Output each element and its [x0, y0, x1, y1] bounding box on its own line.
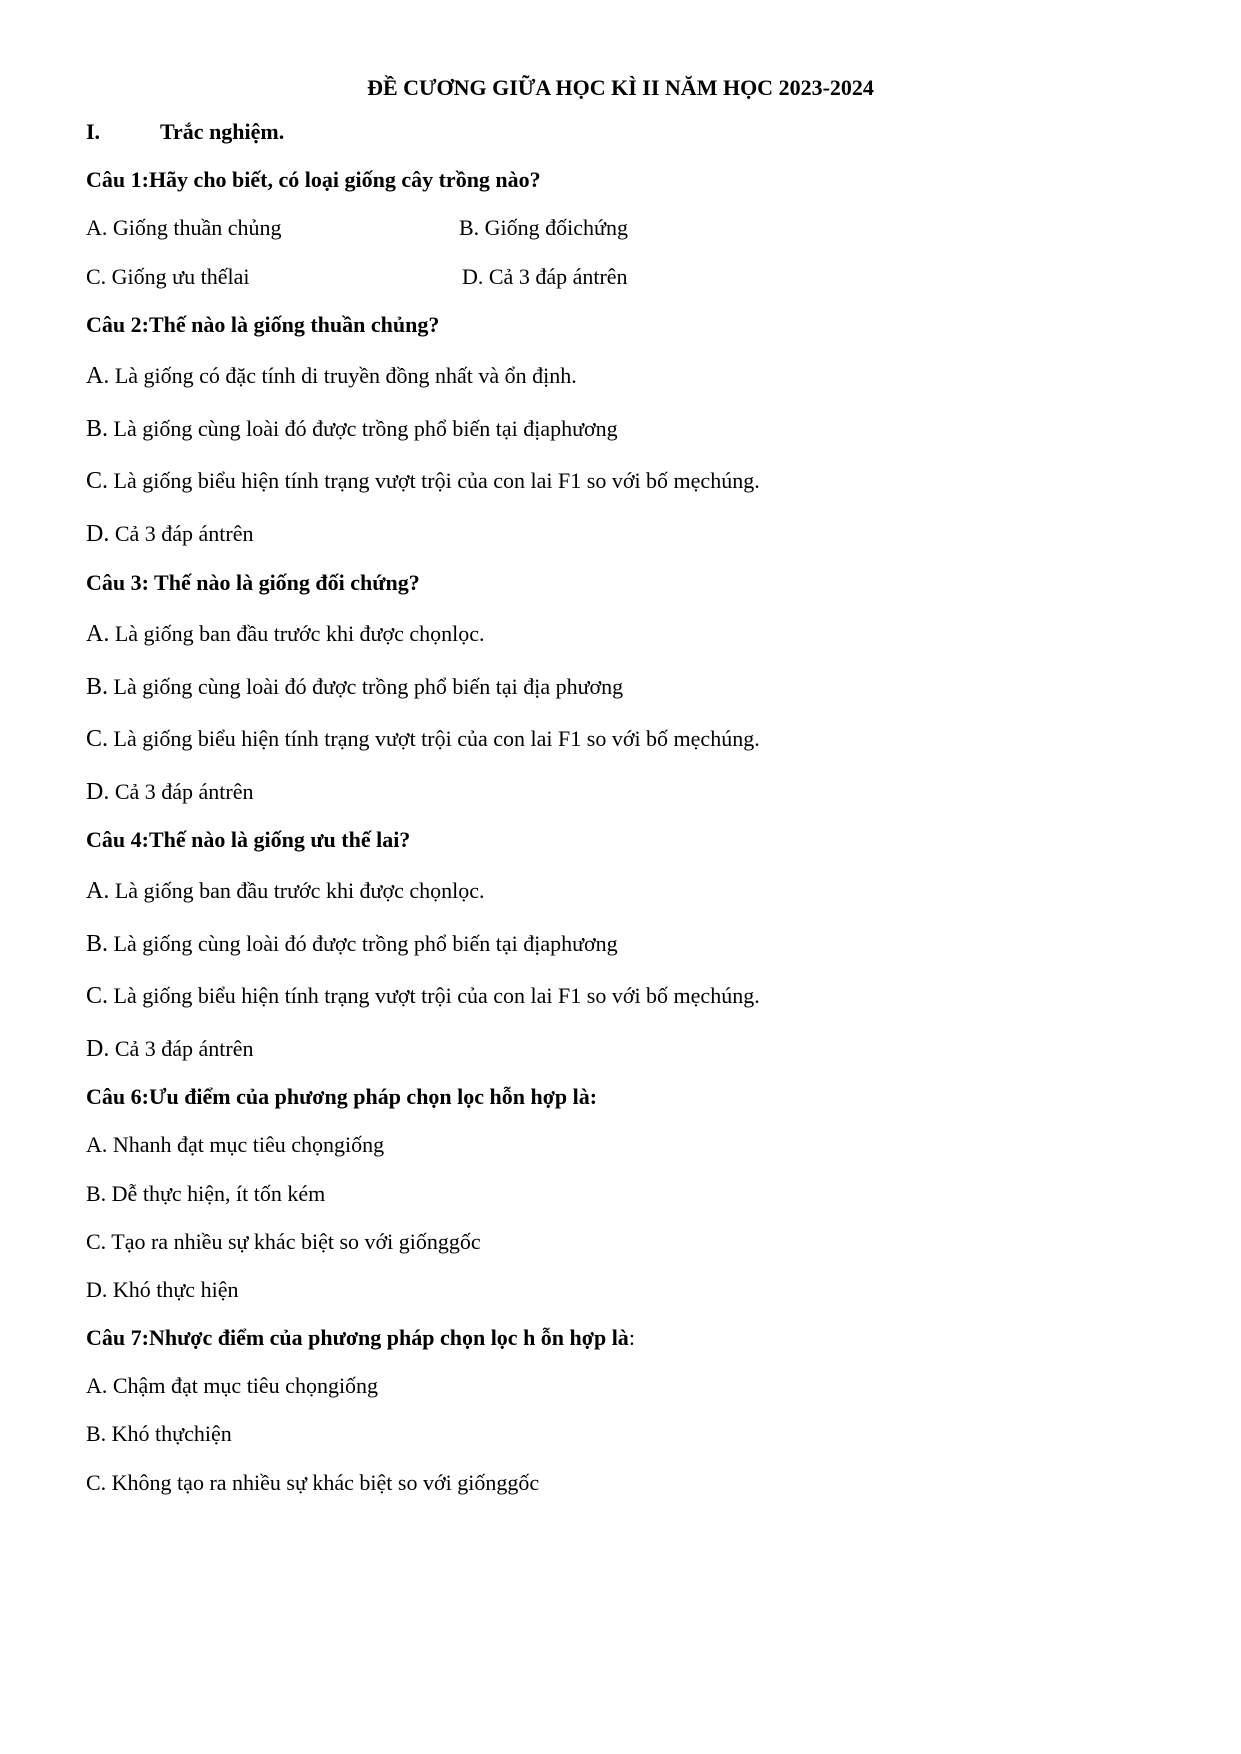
q2-option-b: B. Là giống cùng loài đó được trồng phổ biến tại địaphương	[86, 416, 618, 442]
q6-option-a: A. Nhanh đạt mục tiêu chọngiống	[86, 1132, 385, 1157]
q3-option-d: D. Cả 3 đáp ántrên	[86, 779, 254, 805]
document-title: ĐỀ CƯƠNG GIỮA HỌC KÌ II NĂM HỌC 2023-2024	[367, 75, 874, 100]
section-label: Trắc nghiệm.	[160, 119, 285, 144]
q1-option-b: B. Giống đốichứng	[459, 215, 628, 240]
q6-option-d: D. Khó thực hiện	[86, 1277, 239, 1302]
q1-option-c: C. Giống ưu thếlai	[86, 264, 250, 289]
q3-option-b: B. Là giống cùng loài đó được trồng phổ biến tại địa phương	[86, 674, 624, 700]
q4-option-c: C. Là giống biểu hiện tính trạng vượt trội của con lai F1 so với bố mẹchúng.	[86, 983, 760, 1009]
q2-option-c: C. Là giống biểu hiện tính trạng vượt trội của con lai F1 so với bố mẹchúng.	[86, 468, 760, 494]
q2-option-a: A. Là giống có đặc tính di truyền đồng nhất và ổn định.	[86, 363, 577, 389]
question-1: Câu 1:Hãy cho biết, có loại giống cây trồng nào?	[86, 167, 541, 192]
q2-option-d: D. Cả 3 đáp ántrên	[86, 521, 254, 547]
q4-option-b: B. Là giống cùng loài đó được trồng phổ biến tại địaphương	[86, 931, 618, 957]
q3-option-a: A. Là giống ban đầu trước khi được chọnlọc.	[86, 621, 485, 647]
q6-option-c: C. Tạo ra nhiều sự khác biệt so với giốnggốc	[86, 1229, 481, 1254]
q4-option-d: D. Cả 3 đáp ántrên	[86, 1036, 254, 1062]
question-7: Câu 7:Nhược điểm của phương pháp chọn lọc h ỗn hợp là:	[86, 1325, 635, 1350]
q6-option-b: B. Dễ thực hiện, ít tốn kém	[86, 1181, 326, 1206]
q1-option-a: A. Giống thuần chủng	[86, 215, 282, 240]
question-2: Câu 2:Thế nào là giống thuần chủng?	[86, 312, 440, 337]
q1-option-d: D. Cả 3 đáp ántrên	[462, 264, 628, 289]
q7-option-b: B. Khó thựchiện	[86, 1421, 232, 1446]
question-4: Câu 4:Thế nào là giống ưu thế lai?	[86, 827, 411, 852]
q7-option-a: A. Chậm đạt mục tiêu chọngiống	[86, 1373, 379, 1398]
q7-option-c: C. Không tạo ra nhiều sự khác biệt so với giốnggốc	[86, 1470, 540, 1495]
section-heading	[86, 118, 284, 146]
question-6: Câu 6:Ưu điểm của phương pháp chọn lọc hỗn hợp là:	[86, 1084, 598, 1109]
question-3: Câu 3: Thế nào là giống đối chứng?	[86, 570, 420, 595]
section-number: I.	[86, 119, 101, 144]
q3-option-c: C. Là giống biểu hiện tính trạng vượt trội của con lai F1 so với bố mẹchúng.	[86, 726, 760, 752]
q4-option-a: A. Là giống ban đầu trước khi được chọnlọc.	[86, 878, 485, 904]
